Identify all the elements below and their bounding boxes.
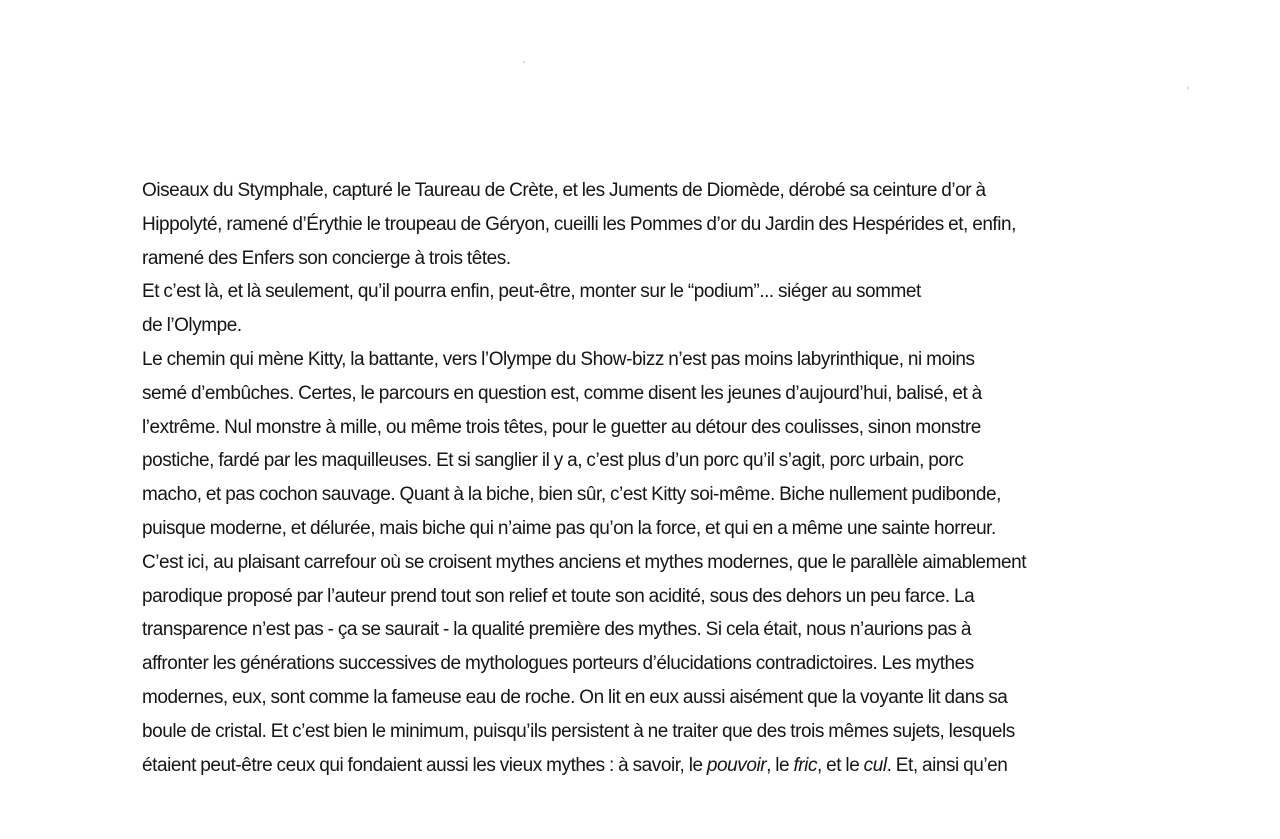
text-run: , le (766, 754, 794, 776)
text-run: ramené des Enfers son concierge à trois têtes. (142, 247, 511, 269)
text-run: macho, et pas cochon sauvage. Quant à la biche, bien sûr, c’est Kitty soi-même. Biche nullement pudibonde, (142, 484, 1001, 506)
text-run: transparence n’est pas - ça se saurait - la qualité première des mythes. Si cela était, nous n’aurions pas à (142, 619, 972, 641)
text-run: postiche, fardé par les maquilleuses. Et si sanglier il y a, c’est plus d’un porc qu’il s’agit, porc urbain, porc (142, 450, 964, 472)
text-run: de l’Olympe. (142, 315, 242, 337)
italic-word: cul (863, 754, 887, 776)
text-run: puisque moderne, et délurée, mais biche qui n’aime pas qu’on la force, et qui en a même une sainte horreur. (142, 517, 996, 539)
text-run: C’est ici, au plaisant carrefour où se croisent mythes anciens et mythes modernes, que le parallèle aimablement (142, 551, 1027, 573)
text-line (142, 613, 1062, 647)
scan-speck (523, 61, 525, 63)
text-line (142, 512, 1062, 546)
text-run: étaient peut-être ceux qui fondaient aussi les vieux mythes : à savoir, le (142, 754, 707, 776)
text-run: Et c’est là, et là seulement, qu’il pourra enfin, peut-être, monter sur le “podium”... siéger au sommet (142, 281, 921, 303)
text-run: . Et, ainsi qu’en (886, 754, 1008, 776)
text-line (142, 174, 1062, 208)
text-line (142, 242, 1062, 276)
text-run: Hippolyté, ramené d’Érythie le troupeau de Géryon, cueilli les Pommes d’or du Jardin des Hespérides et, enfin, (142, 213, 1016, 235)
text-line (142, 478, 1062, 512)
text-run: Le chemin qui mène Kitty, la battante, vers l’Olympe du Show-bizz n’est pas moins labyrinthique, ni moins (142, 348, 975, 370)
text-line (142, 444, 1062, 478)
scan-speck (1187, 87, 1189, 89)
text-line (142, 208, 1062, 242)
italic-word: pouvoir (706, 754, 767, 776)
text-run: Oiseaux du Stymphale, capturé le Taureau de Crète, et les Juments de Diomède, dérobé sa ceinture d’or à (142, 180, 986, 201)
text-run: parodique proposé par l’auteur prend tout son relief et toute son acidité, sous des dehors un peu farce. La (142, 585, 975, 607)
text-line (142, 681, 1062, 715)
text-run: boule de cristal. Et c’est bien le minimum, puisqu’ils persistent à ne traiter que des trois mêmes sujets, lesquels (142, 720, 1015, 742)
text-run: affronter les générations successives de mythologues porteurs d’élucidations contradictoires. Les mythes (142, 653, 974, 675)
text-line (142, 275, 1062, 309)
text-run: l’extrême. Nul monstre à mille, ou même trois têtes, pour le guetter au détour des coulisses, sinon monstre (142, 416, 981, 438)
italic-word: fric (793, 754, 817, 776)
text-line (142, 749, 1062, 783)
text-line (142, 343, 1062, 377)
text-line (142, 309, 1062, 343)
text-line (142, 647, 1062, 681)
text-line (142, 377, 1062, 411)
text-run: semé d’embûches. Certes, le parcours en question est, comme disent les jeunes d’aujourd’hui, balisé, et à (142, 382, 982, 404)
text-line (142, 546, 1062, 580)
text-line (142, 411, 1062, 445)
text-run: modernes, eux, sont comme la fameuse eau de roche. On lit en eux aussi aisément que la voyante lit dans sa (142, 686, 1008, 708)
text-line (142, 580, 1062, 614)
body-text (142, 174, 1062, 782)
text-run: , et le (817, 754, 864, 776)
text-line (142, 715, 1062, 749)
